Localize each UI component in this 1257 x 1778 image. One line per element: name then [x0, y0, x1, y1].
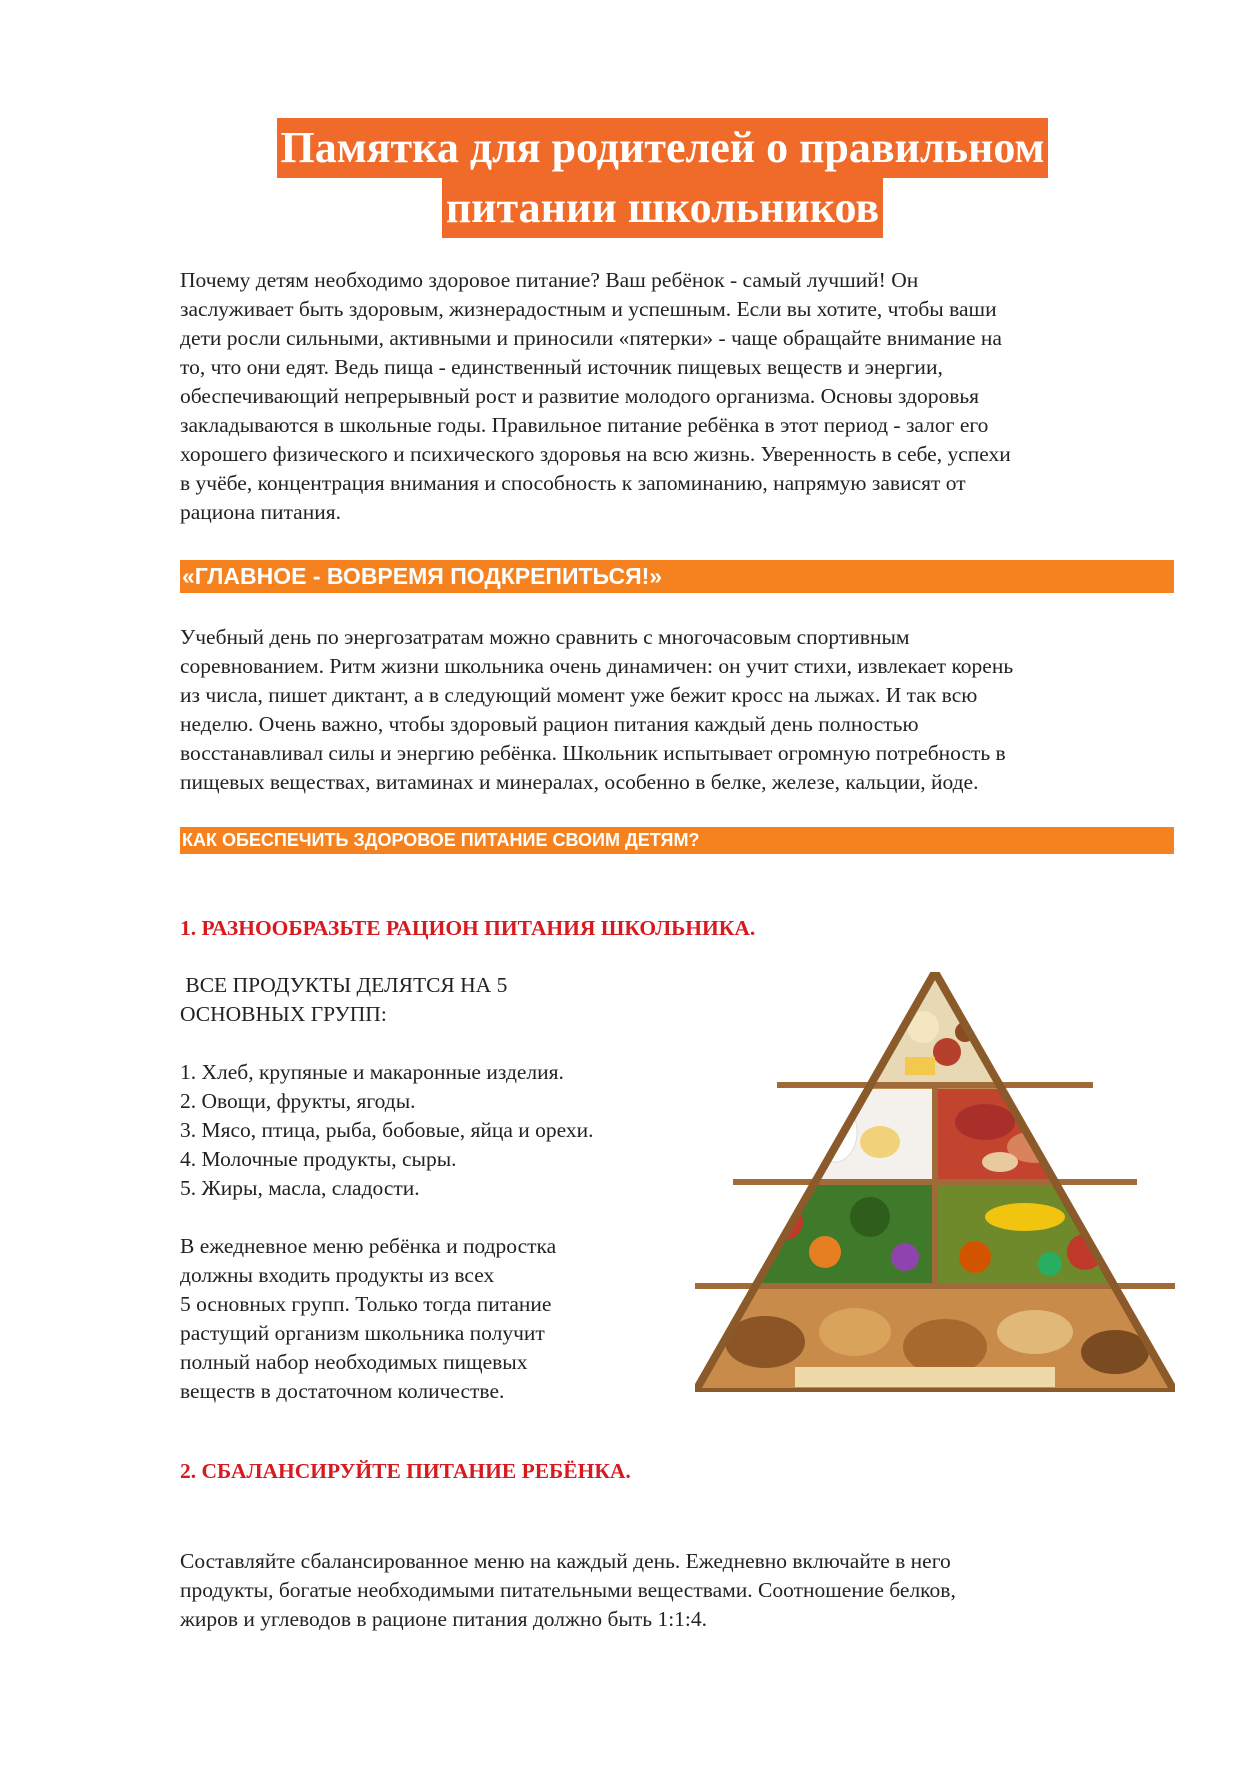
food-pyramid-icon — [695, 972, 1175, 1392]
text-line: рациона питания. — [180, 500, 341, 524]
text-line: продукты, богатые необходимыми питательными веществами. Соотношение белков, — [180, 1578, 956, 1602]
food-group-item: 4. Молочные продукты, сыры. — [180, 1147, 457, 1171]
food-group-item: 3. Мясо, птица, рыба, бобовые, яйца и орехи. — [180, 1118, 594, 1142]
text-line: обеспечивающий непрерывный рост и развитие молодого организма. Основы здоровья — [180, 384, 980, 408]
intro-paragraph — [180, 266, 1180, 527]
text-line: дети росли сильными, активными и приносили «пятерки» - чаще обращайте внимание на — [180, 326, 1002, 350]
text-line: 5 основных групп. Только тогда питание — [180, 1292, 552, 1316]
text-line: жиров и углеводов в рационе питания должно быть 1:1:4. — [180, 1607, 708, 1631]
section-heading-main: «ГЛАВНОЕ - ВОВРЕМЯ ПОДКРЕПИТЬСЯ!» — [180, 560, 1174, 593]
text-line: Учебный день по энергозатратам можно сравнить с многочасовым спортивным — [180, 625, 910, 649]
text-line: неделю. Очень важно, чтобы здоровый рацион питания каждый день полностью — [180, 712, 919, 736]
text-line: полный набор необходимых пищевых — [180, 1350, 528, 1374]
text-line: из числа, пишет диктант, а в следующий момент уже бежит кросс на лыжах. И так всю — [180, 683, 978, 707]
food-group-item: 1. Хлеб, крупяные и макаронные изделия. — [180, 1060, 564, 1084]
text-line: то, что они едят. Ведь пища - единственный источник пищевых веществ и энергии, — [180, 355, 943, 379]
text-line: закладываются в школьные годы. Правильное питание ребёнка в этот период - залог его — [180, 413, 989, 437]
energy-paragraph — [180, 623, 1180, 797]
text-line: Почему детям необходимо здоровое питание? Ваш ребёнок - самый лучший! Он — [180, 268, 919, 292]
food-groups-block — [180, 971, 700, 1406]
title-line-2: питании школьников — [442, 178, 883, 238]
point-2-heading: 2. СБАЛАНСИРУЙТЕ ПИТАНИЕ РЕБЁНКА. — [180, 1459, 631, 1483]
text-line: в учёбе, концентрация внимания и способность к запоминанию, напрямую зависят от — [180, 471, 966, 495]
page-title — [180, 118, 1145, 238]
text-line: Составляйте сбалансированное меню на каждый день. Ежедневно включайте в него — [180, 1549, 951, 1573]
text-line: растущий организм школьника получит — [180, 1321, 545, 1345]
groups-title: ОСНОВНЫХ ГРУПП: — [180, 1002, 387, 1026]
text-line: соревнованием. Ритм жизни школьника очень динамичен: он учит стихи, извлекает корень — [180, 654, 1014, 678]
balance-paragraph — [180, 1547, 1180, 1634]
text-line: должны входить продукты из всех — [180, 1263, 495, 1287]
text-line: веществ в достаточном количестве. — [180, 1379, 505, 1403]
text-line: восстанавливал силы и энергию ребёнка. Школьник испытывает огромную потребность в — [180, 741, 1006, 765]
text-line: пищевых веществах, витаминах и минералах, особенно в белке, железе, кальции, йоде. — [180, 770, 979, 794]
food-group-item: 5. Жиры, масла, сладости. — [180, 1176, 420, 1200]
title-line-1: Памятка для родителей о правильном — [277, 118, 1049, 178]
section-heading-how: КАК ОБЕСПЕЧИТЬ ЗДОРОВОЕ ПИТАНИЕ СВОИМ ДЕТЯМ? — [180, 827, 1174, 854]
text-line: хорошего физического и психического здоровья на всю жизнь. Уверенность в себе, успехи — [180, 442, 1011, 466]
text-line: В ежедневное меню ребёнка и подростка — [180, 1234, 557, 1258]
food-group-item: 2. Овощи, фрукты, ягоды. — [180, 1089, 416, 1113]
text-line: заслуживает быть здоровым, жизнерадостным и успешным. Если вы хотите, чтобы ваши — [180, 297, 997, 321]
groups-title: ВСЕ ПРОДУКТЫ ДЕЛЯТСЯ НА 5 — [180, 973, 508, 997]
point-1-heading: 1. РАЗНООБРАЗЬТЕ РАЦИОН ПИТАНИЯ ШКОЛЬНИКА. — [180, 916, 756, 940]
